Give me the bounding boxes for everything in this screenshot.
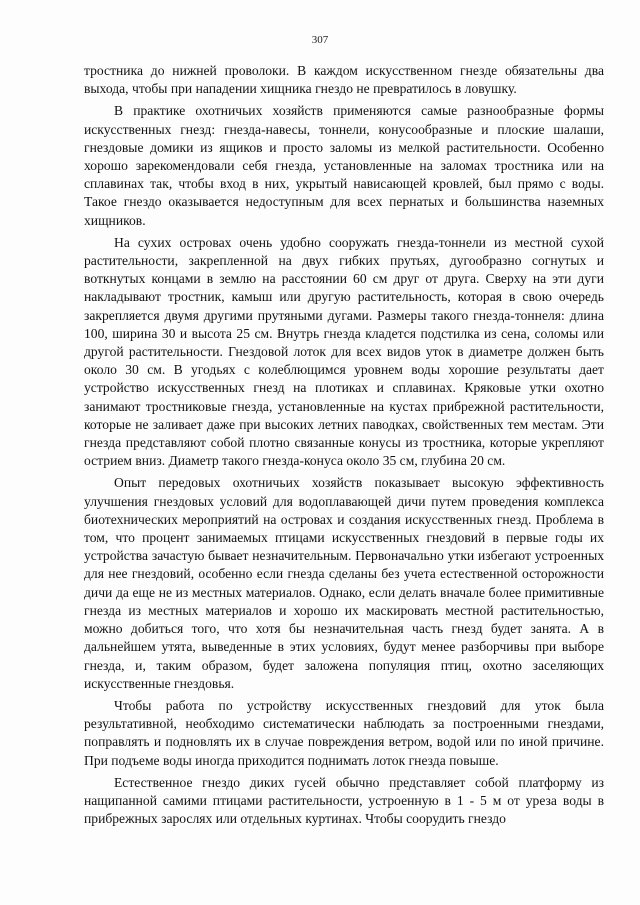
page-number: 307 xyxy=(311,34,329,46)
paragraph-5: Чтобы работа по устройству искусственных гнездовий для уток была результативной, необходимо систематически наблюдать за построенными гнездами, поправлять и подновлять их в случае повреждения ветром, водой или по иной причине. При подъеме воды иногда приходится поднимать лоток гнезда повыше. xyxy=(84,697,604,768)
paragraph-6: Естественное гнездо диких гусей обычно представляет собой платформу из нащипанной самими птицами растительности, устроенную в 1 - 5 м от уреза воды в прибрежных зарослях или отдельных куртинах. Чтобы соорудить гнездо xyxy=(84,774,604,827)
paragraph-4: Опыт передовых охотничьих хозяйств показывает высокую эффективность улучшения гнездовых условий для водоплавающей дичи путем проведения комплекса биотехнических мероприятий на островах и создания искусственных гнезд. Проблема в том, что процент занимаемых птицами искусственных гнездовий в первые годы их устройства зачастую бывает незначительным. Первоначально утки избегают устроенных для нее гнездовий, особенно если гнезда сделаны без учета естественной осторожности дичи да еще не из местных материалов. Однако, если делать вначале более примитивные гнезда из местных материалов и хорошо их маскировать местной растительностью, можно добиться того, что хотя бы незначительная часть гнезд будет занята. А в дальнейшем утята, выведенные в этих условиях, будут менее разборчивы при выборе гнезда, и, таким образом, будет заложена популяция птиц, охотно заселяющих искусственные гнездовья. xyxy=(84,475,604,691)
paragraph-2: В практике охотничьих хозяйств применяются самые разнообразные формы искусственных гнезд: гнезда-навесы, тоннели, конусообразные и плоские шалаши, гнездовые домики из ящиков и просто заломы из мелкой растительности. Особенно хорошо зарекомендовали себя гнезда, установленные на заломах тростника или на сплавинах так, чтобы вход в них, укрытый нависающей кровлей, был прямо с воды. Такое гнездо оказывается недоступным для всех пернатых и большинства наземных хищников. xyxy=(84,103,604,228)
paragraph-1: тростника до нижней проволоки. В каждом искусственном гнезде обязательны два выхода, чтобы при нападении хищника гнездо не превратилось в ловушку. xyxy=(84,63,604,97)
paragraph-3: На сухих островах очень удобно сооружать гнезда-тоннели из местной сухой растительности, закрепленной на двух гибких прутьях, дугообразно согнутых и воткнутых концами в землю на расстоянии 60 см друг от друга. Сверху на эти дуги накладывают тростник, камыш или другую растительность, которая в свою очередь закрепляется двумя другими прутяными дугами. Размеры такого гнезда-тоннеля: длина 100, ширина 30 и высота 25 см. Внутрь гнезда кладется подстилка из сена, соломы или другой растительности. Гнездовой лоток для всех видов уток в диаметре должен быть около 30 см. В угодьях с колеблющимся уровнем воды хорошие результаты дает устройство искусственных гнезд на плотиках и сплавинах. Кряковые утки охотно занимают тростниковые гнезда, установленные на кустах прибрежной растительности, которые не заливает даже при высоких летних паводках, свойственных тем местам. Эти гнезда представляют собой плотно связанные конусы из тростника, которые укрепляют острием вниз. Диаметр такого гнезда-конуса около 35 см, глубина 20 см. xyxy=(84,234,604,469)
body-text xyxy=(84,62,604,828)
